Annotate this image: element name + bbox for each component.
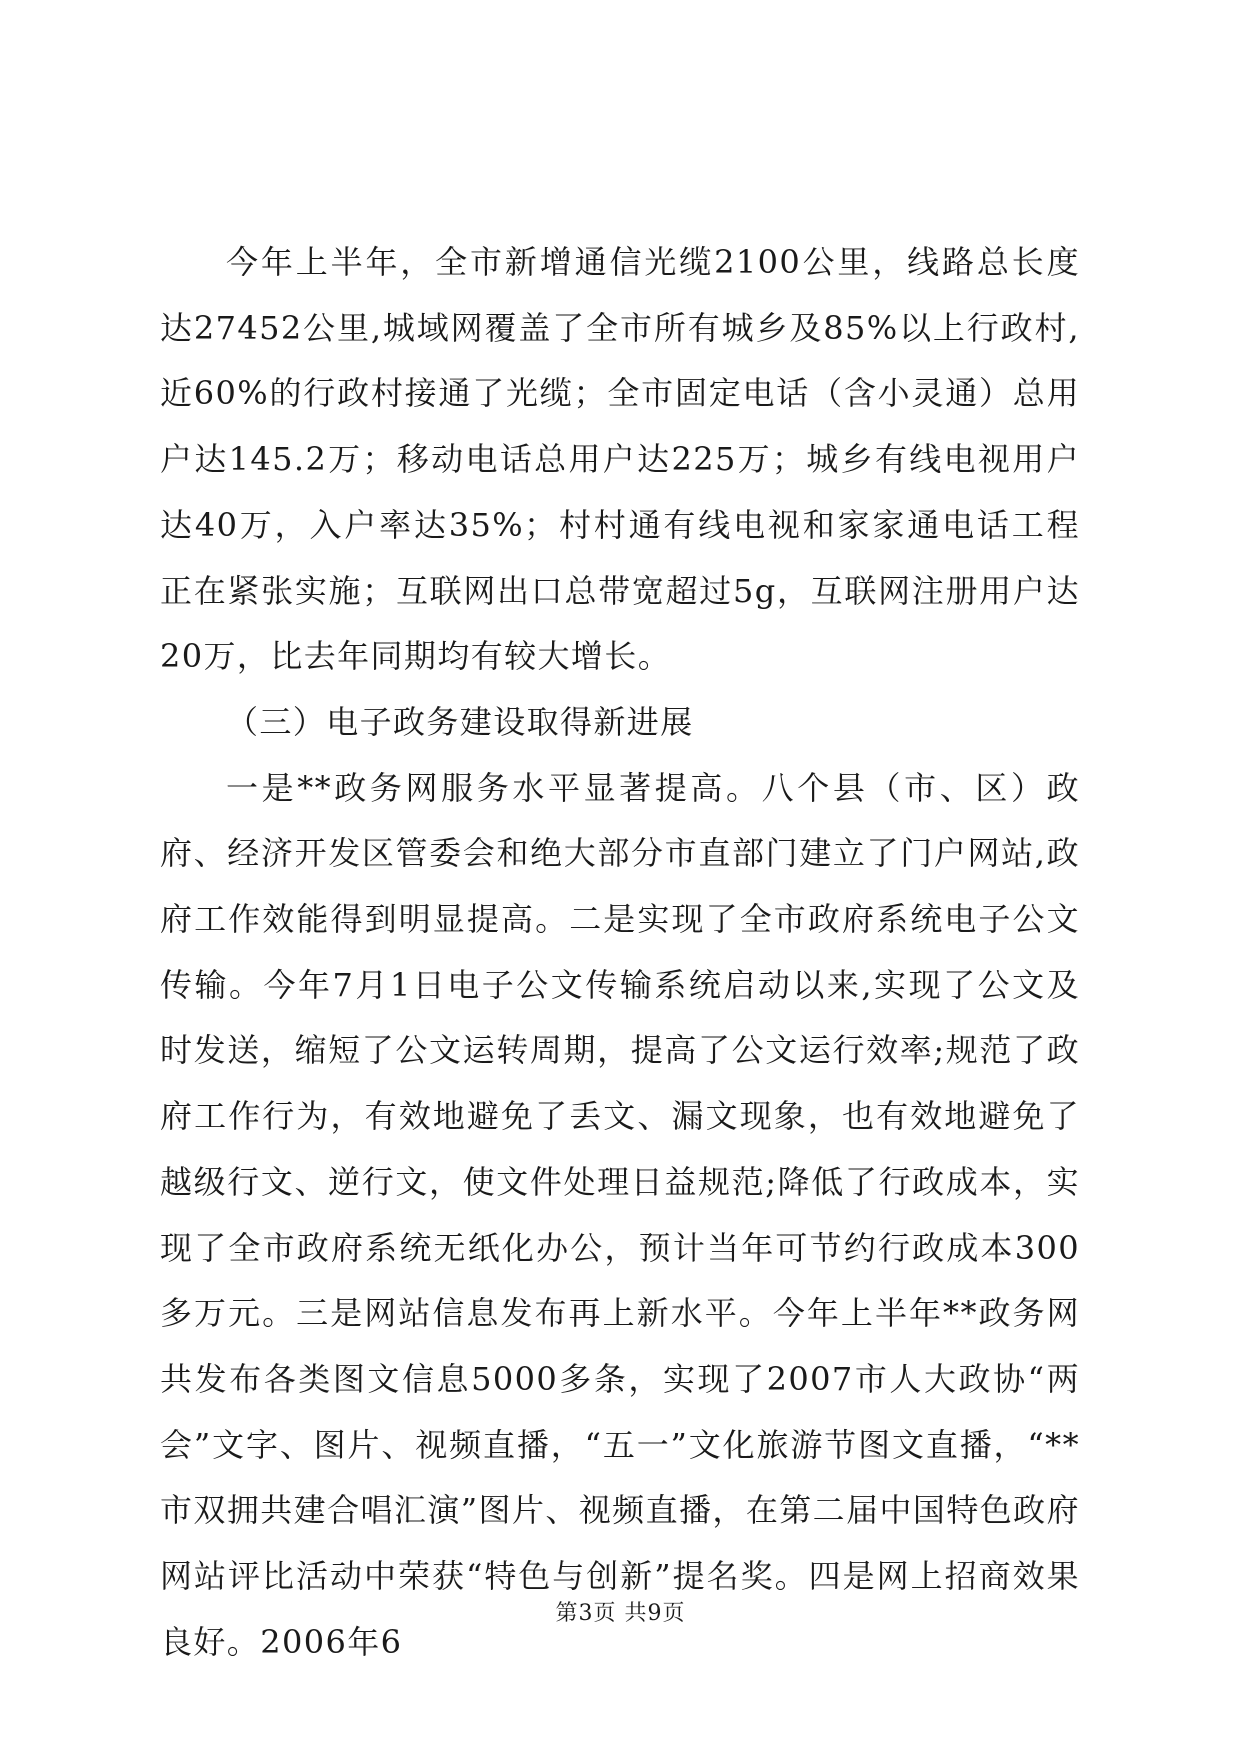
paragraph-e-government-progress: 一是**政务网服务水平显著提高。八个县（市、区）政府、经济开发区管委会和绝大部分市直部门建立了门户网站,政府工作效能得到明显提高。二是实现了全市政府系统电子公文传输。今年7月1日电子公文传输系统启动以来,实现了公文及时发送，缩短了公文运转周期，提高了公文运行效率;规范了政府工作行为，有效地避免了丢文、漏文现象，也有效地避免了越级行文、逆行文，使文件处理日益规范;降低了行政成本，实现了全市政府系统无纸化办公，预计当年可节约行政成本300多万元。三是网站信息发布再上新水平。今年上半年**政务网共发布各类图文信息5000多条，实现了2007市人大政协“两会”文字、图片、视频直播，“五一”文化旅游节图文直播，“**市双拥共建合唱汇演”图片、视频直播，在第二届中国特色政府网站评比活动中荣获“特色与创新”提名奖。四是网上招商效果良好。2006年6	[160, 768, 1080, 1661]
page-number-footer: 第3页 共9页	[555, 1601, 686, 1626]
section-heading-e-government: （三）电子政务建设取得新进展	[226, 702, 694, 741]
paragraph-telecom-stats: 今年上半年，全市新增通信光缆2100公里，线路总长度达27452公里,城域网覆盖了全市所有城乡及85%以上行政村,近60%的行政村接通了光缆；全市固定电话（含小灵通）总用户达145.2万；移动电话总用户达225万；城乡有线电视用户达40万，入户率达35%；村村通有线电视和家家通电话工程正在紧张实施；互联网出口总带宽超过5g，互联网注册用户达20万，比去年同期均有较大增长。	[160, 243, 1080, 676]
document-body	[160, 230, 1080, 1675]
